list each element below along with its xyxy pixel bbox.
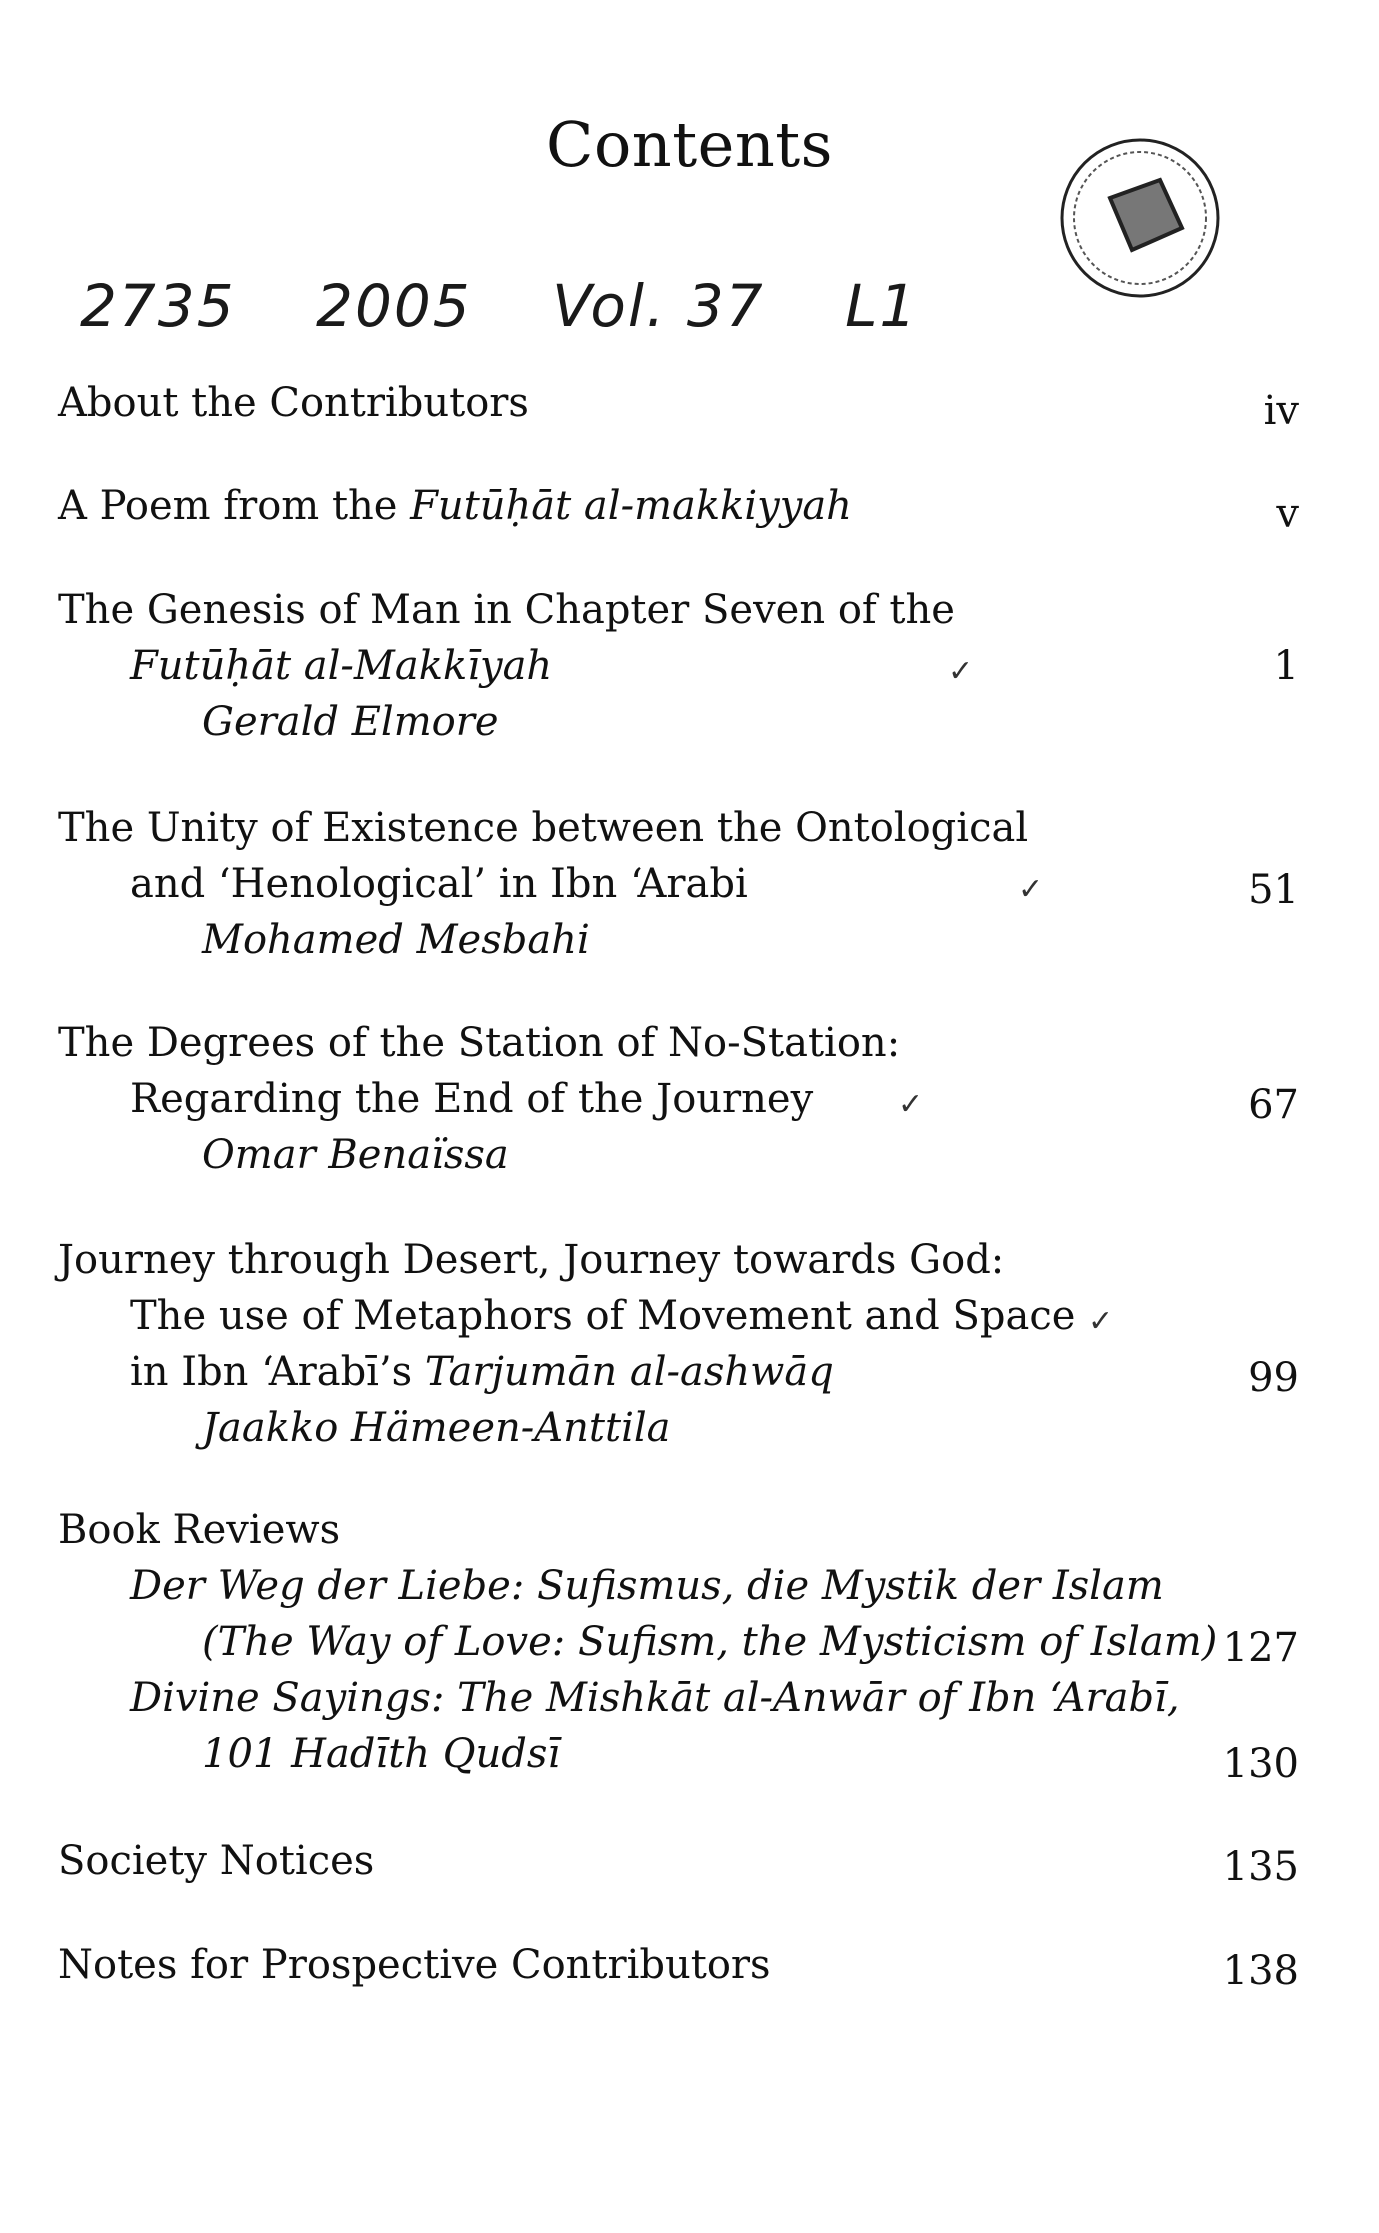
handwritten-volume: Vol. 37 [552, 272, 765, 340]
entry-title-italic: Futūḥāt al-Makkīyah [130, 643, 553, 689]
entry-author: Mohamed Mesbahi [202, 917, 590, 963]
entry-author: Jaakko Hämeen-Anttila [202, 1405, 671, 1451]
toc-entry [58, 1937, 1299, 1993]
entry-page: 135 [1222, 1844, 1299, 1890]
check-mark-icon: ✓ [1088, 1304, 1114, 1339]
entry-title-italic: Tarjumān al-ashwāq [424, 1349, 834, 1395]
review-title: Der Weg der Liebe: Sufismus, die Mystik der Islam [130, 1563, 1164, 1609]
entry-title: Journey through Desert, Journey towards God: [58, 1237, 1005, 1283]
toc-entry [58, 1232, 1299, 1456]
entry-title: The Degrees of the Station of No-Station: [58, 1020, 901, 1066]
entry-page: 130 [1222, 1741, 1299, 1787]
entry-page: 1 [1273, 643, 1299, 689]
entry-page: 99 [1248, 1355, 1299, 1401]
entry-title-cont: in Ibn ‘Arabī’s [130, 1349, 425, 1395]
check-mark-icon: ✓ [948, 654, 974, 689]
entry-title: About the Contributors [58, 380, 529, 426]
page-title: Contents [546, 108, 833, 181]
book-reviews-section [58, 1502, 1299, 1787]
entry-page: 51 [1248, 867, 1299, 913]
entry-title: The Genesis of Man in Chapter Seven of the [58, 587, 955, 633]
entry-title-cont: The use of Metaphors of Movement and Space [130, 1293, 1076, 1339]
toc-entry [58, 375, 1299, 434]
toc-entry [58, 478, 1299, 537]
toc-entry [58, 1833, 1299, 1889]
check-mark-icon: ✓ [1018, 872, 1044, 907]
toc-entry [58, 1015, 1299, 1183]
entry-page: iv [1263, 388, 1299, 434]
entry-title-cont: and ‘Henological’ in Ibn ‘Arabi [130, 861, 748, 907]
handwritten-number: 2735 [80, 272, 236, 340]
entry-title: A Poem from the [58, 483, 411, 529]
entry-title: Society Notices [58, 1838, 375, 1884]
review-subtitle: 101 Hadīth Qudsī [202, 1731, 561, 1777]
entry-page: v [1276, 491, 1299, 537]
entry-page: 67 [1248, 1082, 1299, 1128]
handwritten-code: L1 [845, 272, 919, 340]
review-subtitle: (The Way of Love: Sufism, the Mysticism of Islam) [202, 1619, 1218, 1665]
entry-title: Notes for Prospective Contributors [58, 1942, 771, 1988]
entry-title: The Unity of Existence between the Ontological [58, 805, 1029, 851]
section-heading: Book Reviews [58, 1507, 341, 1553]
handwritten-shelfmark [80, 272, 978, 340]
entry-title-cont: Regarding the End of the Journey [130, 1076, 814, 1122]
entry-author: Omar Benaïssa [202, 1132, 509, 1178]
handwritten-year: 2005 [316, 272, 472, 340]
toc-entry [58, 582, 1299, 750]
check-mark-icon: ✓ [898, 1087, 924, 1122]
library-stamp-icon [1040, 118, 1240, 318]
entry-author: Gerald Elmore [202, 699, 499, 745]
entry-title-italic: Futūḥāt al-makkiyyah [410, 483, 852, 529]
review-title: Divine Sayings: The Mishkāt al-Anwār of Ibn ‘Arabī, [130, 1675, 1180, 1721]
entry-page: 138 [1222, 1948, 1299, 1994]
entry-page: 127 [1222, 1625, 1299, 1671]
toc-entry [58, 800, 1299, 968]
